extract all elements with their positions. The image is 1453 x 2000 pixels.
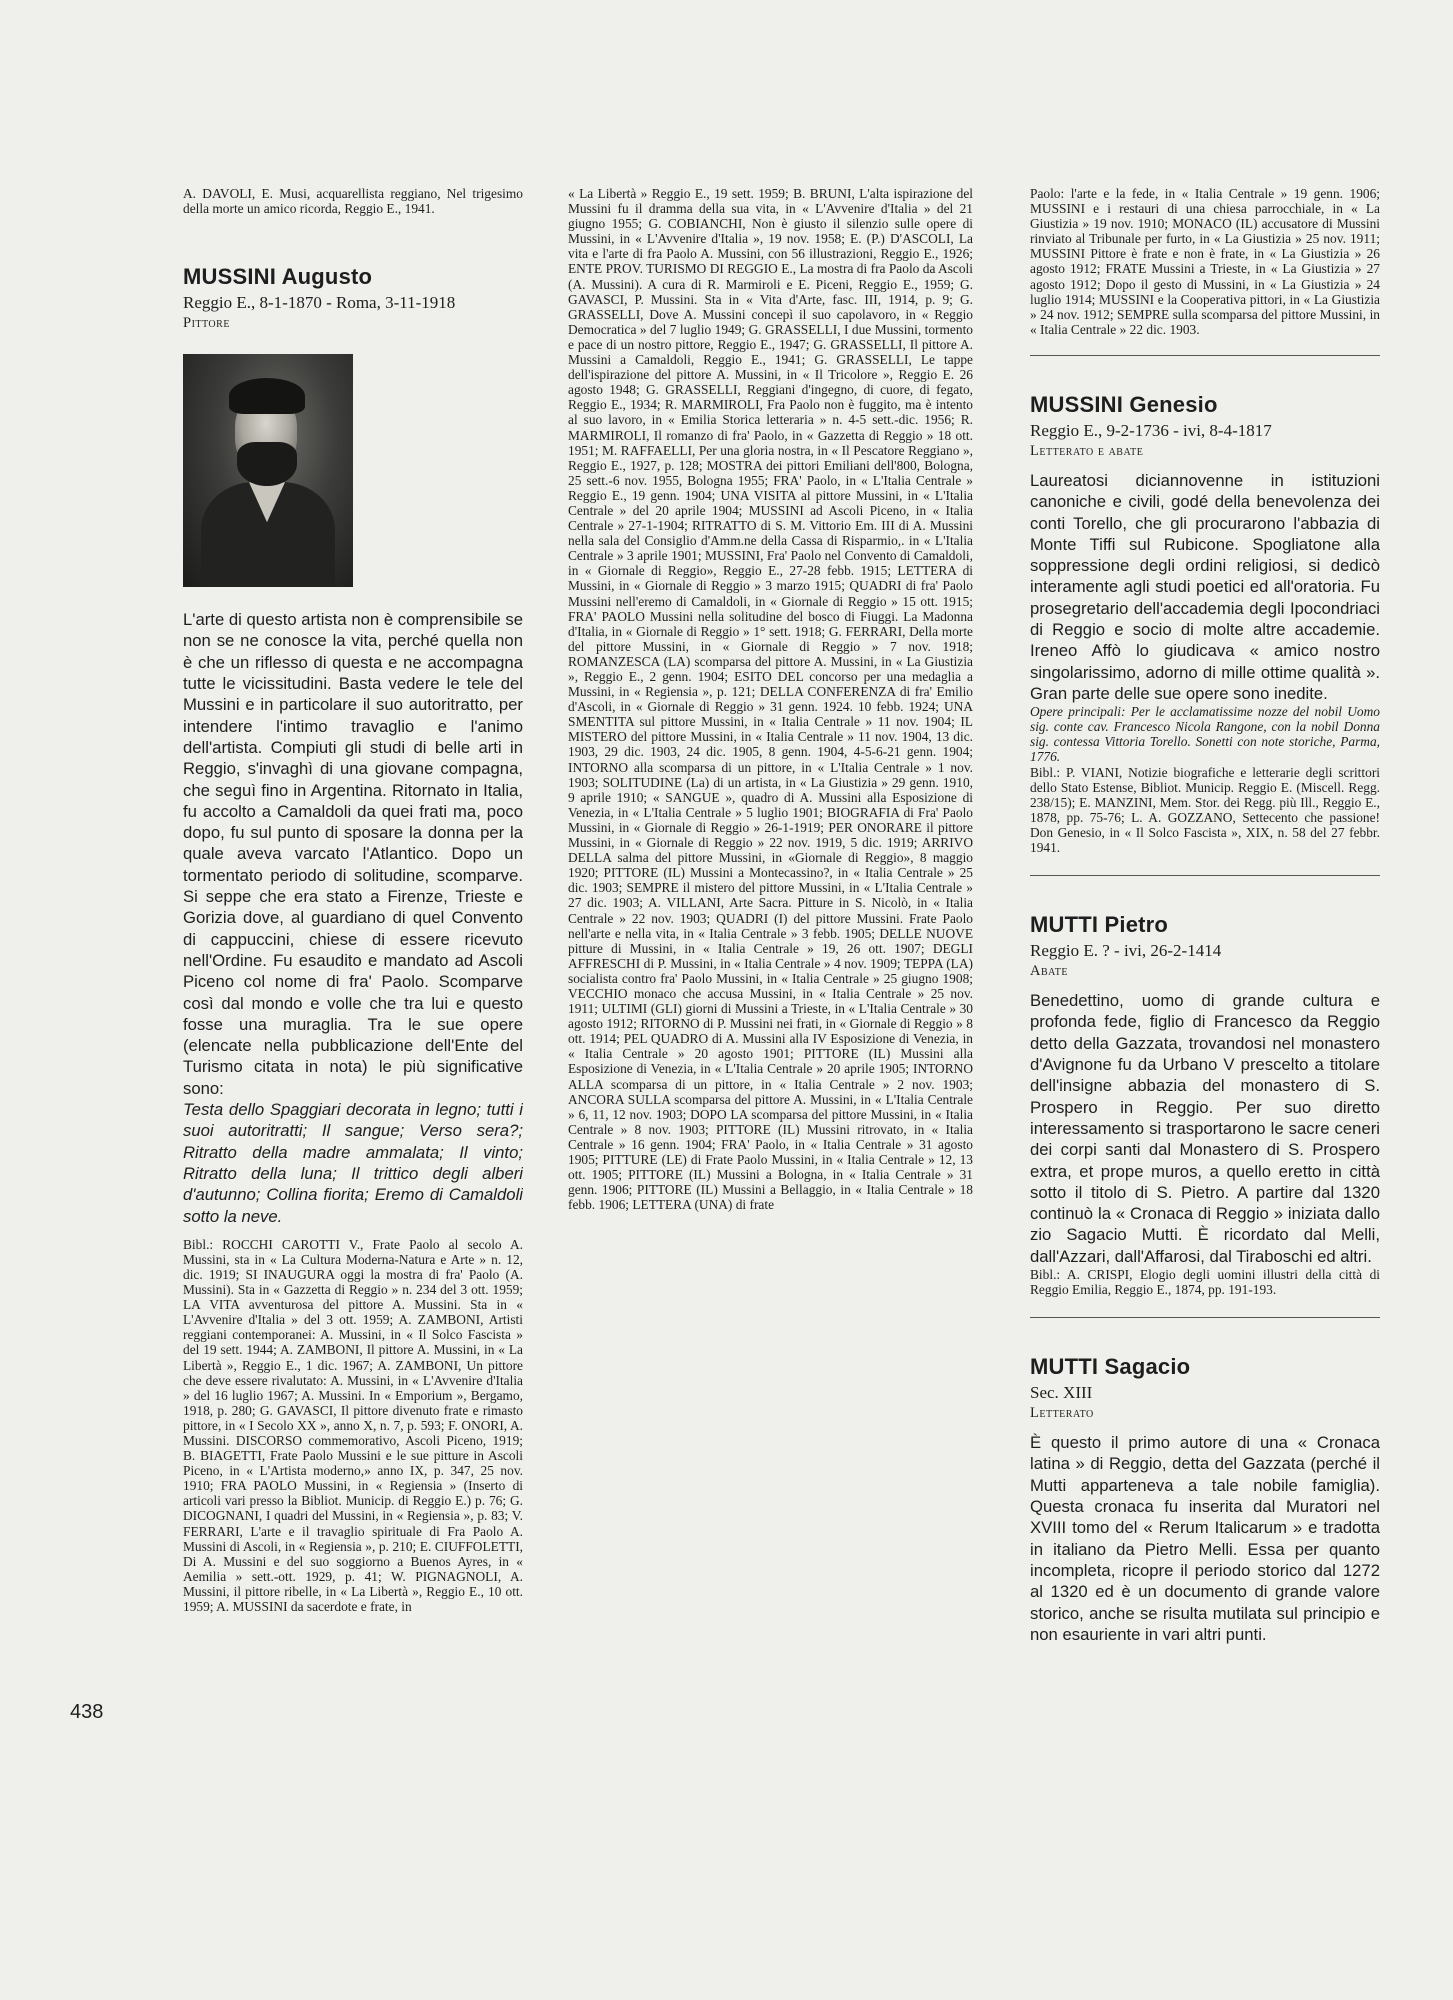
entry-name: MUTTI Pietro xyxy=(1030,912,1169,938)
entry-body: Laureatosi diciannovenne in istituzioni canoniche e civili, godé della benevolenza dei conti Torello, che gli procurarono l'abbazia di Monte Tiffi sul Rubicone. Spogliatone alla soppressione degli ordini religiosi, si dedicò interamente agli studi poetici ed all'oratoria. Fu prosegretario dell'accademia degli Ipocondriaci di Reggio e socio di molte altre accademie. Ireneo Affò lo giudicava « amico nostro singolarissimo, adorno di mille ottime qualità ». Gran parte delle sue opere sono inedite. xyxy=(1030,470,1380,703)
previous-entry-bibliography: A. DAVOLI, E. Musi, acquarellista reggiano, Nel trigesimo della morte un amico ricorda, Reggio E., 1941. xyxy=(183,186,523,217)
entry-mussini-genesio xyxy=(1030,392,1380,855)
column-right xyxy=(1030,186,1380,1746)
entry-bibliography-continued: Paolo: l'arte e la fede, in « Italia Centrale » 19 genn. 1906; MUSSINI e i restauri di una chiesa parrocchiale, in « La Giustizia » 19 nov. 1910; MONACO (IL) accusatore di Mussini rinviato al Tribunale per furto, in « La Giustizia » 25 nov. 1911; MUSSINI Pittore è frate e non è frate, in « La Giustizia » 26 agosto 1912; FRATE Mussini a Trieste, in « La Giustizia » 27 agosto 1912; Dopo il gesto di Mussini, in « La Giustizia » 24 luglio 1914; MUSSINI e la Cooperativa pittori, in « La Giustizia » 24 nov. 1912; SEMPRE sulla scomparsa del pittore Mussini, in « Italia Centrale » 22 dic. 1903. xyxy=(1030,186,1380,337)
entry-bibliography-continued: « La Libertà » Reggio E., 19 sett. 1959; B. BRUNI, L'alta ispirazione del Mussini fu il dramma della sua vita, in « L'Avvenire d'Italia » del 21 giugno 1955; G. COBIANCHI, Non è giusto il silenzio sulle opere di Mussini, in « L'Avvenire d'Italia », 19 nov. 1958; E. (P.) D'ASCOLI, La vita e l'arte di fra Paolo A. Mussini, con 56 illustrazioni, Reggio E., 1926; ENTE PROV. TURISMO DI REGGIO E., La mostra di fra Paolo da Ascoli (A. Mussini). A cura di R. Marmiroli e E. Piceni, Reggio E., 1959; G. GAVASCI, P. Mussini. Sta in « Vita d'Arte, fasc. III, 1914, p. 9; G. GRASSELLI, Dove A. Mussini concepì il suo capolavoro, in « Reggio Democratica » del 7 luglio 1949; G. GRASSELLI, I due Mussini, tormento e pace di un nostro pittore, Reggio E., 1947; G. GRASSELLI, Il pittore A. Mussini a Camaldoli, Reggio E., 1941; G. GRASSELLI, Le tappe dell'ispirazione del pittore A. Mussini, in « Il Tricolore », Reggio E. 26 agosto 1948; G. GRASSELLI, Reggiani d'ingegno, di cuore, di fegato, Reggio E., 1934; R. MARMIROLI, Fra Paolo non è fuggito, ma è intento al suo lavoro, in « Emilia Storica letteraria » n. 4-5 sett.-dic. 1956; R. MARMIROLI, Il romanzo di fra' Paolo, in « Gazzetta di Reggio » 18 ott. 1951; M. RAFFAELLI, Per una gloria nostra, in « Il Pescatore Reggiano », Reggio E., 1927, p. 128; MOSTRA dei pittori Emiliani dell'800, Bologna, 25 sett.-6 nov. 1955, Bologna 1955; FRA' Paolo, in « L'Italia Centrale » Reggio E., 19 genn. 1904; UNA VISITA al pittore Mussini, in « L'Italia Centrale » del 20 aprile 1904; MUSSINI ad Ascoli Piceno, in « Italia Centrale » 27-1-1904; RITRATTO di S. M. Vittorio Em. III di A. Mussini nella sala del Consiglio d'Amm.ne della Cassa di Risparmio,. in « L'Italia Centrale » 3 aprile 1901; MUSSINI, Fra' Paolo nel Convento di Camaldoli, in « Giornale di Reggio», Reggio E., 27-28 febb. 1915; LETTERA di Mussini, in « Giornale di Reggio » 3 marzo 1915; QUADRI di fra' Paolo Mussini nell'eremo di Camaldoli, in « Giornale di Reggio » 15 ott. 1915; FRA' PAOLO Mussini nella solitudine del bosco di Fiuggi. La Madonna d'Italia, in « Giornale di Reggio » 1° sett. 1918; G. FERRARI, Della morte del pittore Mussini, in « Giornale di Reggio » 7 nov. 1918; ROMANZESCA (LA) scomparsa del pittore A. Mussini, in « La Giustizia », Reggio E., 2 genn. 1904; ESITO DEL concorso per una medaglia a Mussini, in « Regiensia », p. 121; DELLA CONFERENZA di fra' Emilio d'Ascoli, in « Giornale di Reggio » 31 genn. 1924. 10 febb. 1924; UNA SMENTITA sul pittore Mussini, in « Italia Centrale » 11 nov. 1904; IL MISTERO del pittore Mussini, in « Italia Centrale » 11 nov. 1904, 13 dic. 1903, 29 dic. 1903, 24 dic. 1905, 8 genn. 1904, 4-5-6-21 genn. 1904; INTORNO alla scomparsa di un pittore, in « L'Italia Centrale » 1 nov. 1903; SOLITUDINE (La) di un artista, in « La Giustizia » 29 genn. 1910, 9 aprile 1910; « SANGUE », quadro di A. Mussini alla Esposizione di Venezia, in « L'Italia Centrale » 5 luglio 1901; BIOGRAFIA di Fra' Paolo Mussini, in « Giornale di Reggio » 26-1-1919; PER ONORARE il pittore Mussini, in « Giornale di Reggio » 22 nov. 1919, 5 dic. 1919; ARRIVO DELLA salma del pittore Mussini, in «Giornale di Reggio», 8 maggio 1920; PITTORE (IL) Mussini a Montecassino?, in « Italia Centrale » 25 dic. 1903; SEMPRE il mistero del pittore Mussini, in « L'Italia Centrale » 27 dic. 1903; A. VILLANI, Arte Sacra. Pitture in S. Nicolò, in « Italia Centrale » 22 nov. 1903; QUADRI (I) del pittore Mussini. Frate Paolo nell'arte e nella vita, in « Italia Centrale » 3 febb. 1905; DELLE NUOVE pitture di Mussini, in « Italia Centrale » 19, 26 ott. 1907; DEGLI AFFRESCHI di P. Mussini, in « Italia Centrale » 4 nov. 1909; TEPPA (LA) socialista contro fra' Paolo Mussini, in « Italia Centrale » 25 giugno 1908; VECCHIO monaco che accusa Mussini, in « Italia Centrale » 25 nov. 1911; ULTIMI (GLI) giorni di Mussini a Trieste, in « L'Italia Centrale » 30 agosto 1912; RITORNO di P. Mussini nei frati, in « Giornale di Reggio » 8 ott. 1914; PEL QUADRO di A. Mussini alla IV Esposizione di Venezia, in « Italia Centrale » 20 agosto 1901; PITTORE (IL) Mussini alla Esposizione di Venezia, in « L'Italia Centrale » 20 aprile 1905; INTORNO ALLA scomparsa di un pittore, in « Italia Centrale » 2 nov. 1903; ANCORA SULLA scomparsa del pittore A. Mussini, in « L'Italia Centrale » 6, 11, 12 nov. 1903; DOPO LA scomparsa del pittore Mussini, in « Italia Centrale » 8 nov. 1903; PITTORE (IL) Mussini ritrovato, in « Italia Centrale » 16 genn. 1904; FRA' Paolo, in « Italia Centrale » 31 agosto 1905; PITTURE (LE) di Frate Paolo Mussini, in « Italia Centrale » 12, 13 ott. 1905; PITTORE (IL) Mussini a Bologna, in « Italia Centrale » 31 genn. 1906; PITTORE (IL) Mussini a Bellaggio, in « Italia Centrale » 18 febb. 1906; LETTERA (UNA) di frate xyxy=(568,186,973,1213)
entry-body: È questo il primo autore di una « Cronaca latina » di Reggio, detta del Gazzata (perché il Mutti apparteneva a tale nobile famiglia). Questa cronaca fu inserita dal Muratori nel XVIII tomo del « Rerum Italicarum » e tradotta in italiano da Pietro Melli. Essa per quanto incompleta, ricopre il periodo storico dal 1272 al 1320 ed è un documento di grande valore storico, anche se risulta mutilata sul principio e non esauriente in vari altri punti. xyxy=(1030,1433,1380,1644)
entry-dates: Reggio E., 9-2-1736 - ivi, 8-4-1817 xyxy=(1030,420,1272,440)
entry-bibliography: Bibl.: ROCCHI CAROTTI V., Frate Paolo al secolo A. Mussini, sta in « La Cultura Moderna-Natura e Arte » n. 12, dic. 1919; SI INAUGURA oggi la mostra di fra' Paolo (A. Mussini). Sta in « Gazzetta di Reggio » n. 234 del 3 ott. 1959; LA VITA avventurosa del pittore A. Mussini. Sta in « L'Avvenire d'Italia » del 3 ott. 1959; A. ZAMBONI, Artisti reggiani contemporanei: A. Mussini, in « Il Solco Fascista » del 19 sett. 1944; A. ZAMBONI, Il pittore A. Mussini, in « La Libertà », Reggio E., 1 dic. 1967; A. ZAMBONI, Un pittore che deve essere rivalutato: A. Mussini, in « L'Avvenire d'Italia » del 16 luglio 1967; A. Mussini. In « Emporium », Bergamo, 1918, p. 280; G. GAVASCI, Il pittore divenuto frate e rimasto pittore, in « I Secolo XX », anno X, n. 7, p. 593; F. ONORI, A. Mussini. DISCORSO commemorativo, Ascoli Piceno, 1919; B. BIAGETTI, Frate Paolo Mussini e le sue pitture in Ascoli Piceno, in « L'Artista moderno,» anno IX, p. 347, 25 nov. 1910; FRA PAOLO Mussini, in « Regiensia » (Inserto di articoli vari presso la Bibliot. Municip. di Reggio E.) p. 76; G. DICOGNANI, I quadri del Mussini, in « Regiensia », p. 83; V. FERRARI, L'arte e il travaglio spirituale di Fra Paolo A. Mussini di Ascoli, in « Regiensia », p. 210; E. CIUFFOLETTI, Di A. Mussini e del suo soggiorno a Buenos Ayres, in « Aemilia » sett.-ott. 1929, p. 41; W. PIGNAGNOLI, A. Mussini, il pittore ribelle, in « La Libertà », Reggio E., 10 ott. 1959; A. MUSSINI da sacerdote e frate, in xyxy=(183,1236,523,1615)
page-number: 438 xyxy=(70,1701,104,1723)
entry-dates: Reggio E., 8-1-1870 - Roma, 3-11-1918 xyxy=(183,293,456,313)
entry-role: Letterato xyxy=(1030,1405,1094,1422)
entry-name: MUSSINI Augusto xyxy=(183,264,373,290)
entry-bibliography: Bibl.: P. VIANI, Notizie biografiche e letterarie degli scrittori dello Stato Estense, Bibliot. Municip. Reggio E. (Miscell. Regg. 238/15); E. MANZINI, Mem. Stor. dei Regg. più Ill., Reggio E., 1878, pp. 75-76; L. A. GOZZANO, Settecento che passione! Don Genesio, in « Il Solco Fascista », XIX, n. 58 del 27 febbr. 1941. xyxy=(1030,764,1380,856)
entry-body: Benedettino, uomo di grande cultura e profonda fede, figlio di Francesco da Reggio detto della Gazzata, trovandosi nel monastero d'Avignone fu da Urbano V prescelto a titolare dell'insigne abbazia del monastero di S. Prospero in Reggio. Per suo diretto interessamento si trasportarono le sacre ceneri dei corpi santi dal Monastero di S. Prospero extra, et prope muros, a quello eretto in città sotto il titolo di S. Pietro. A partire dal 1320 continuò la « Cronaca di Reggio » iniziata dallo zio Sagacio Mutti. È ricordato dal Melli, dall'Azzari, dall'Affarosi, dal Tiraboschi ed altri. xyxy=(1030,991,1380,1266)
entry-role: Pittore xyxy=(183,315,230,332)
entry-dates: Reggio E. ? - ivi, 26-2-1414 xyxy=(1030,941,1222,961)
column-left xyxy=(183,186,523,1746)
entry-role: Abate xyxy=(1030,963,1068,980)
entry-name: MUTTI Sagacio xyxy=(1030,1354,1191,1380)
entry-mutti-pietro xyxy=(1030,912,1380,1297)
entry-dates: Sec. XIII xyxy=(1030,1383,1093,1403)
portrait-photo xyxy=(183,354,353,587)
entry-mussini-augusto xyxy=(183,264,523,1614)
entry-name: MUSSINI Genesio xyxy=(1030,391,1218,417)
entry-body: L'arte di questo artista non è comprensibile se non se ne conosce la vita, perché quella non è che un riflesso di questa e ne accompagna tutte le vicissitudini. Basta vedere le tele del Mussini e in particolare il suo autoritratto, per intendere l'intimo travaglio e l'animo dell'artista. Compiuti gli studi di belle arti in Reggio, s'invaghì di una giovane compagna, che seguì fino in Argentina. Ritornato in Italia, fu accolto a Camaldoli da quei frati ma, poco dopo, fu sul punto di sposare la donna per la quale aveva varcato l'Atlantico. Dopo un tormentato periodo di solitudine, scomparve. Si seppe che era stato a Firenze, Trieste e Gorizia dove, al guardiano di quel Convento di cappuccini, chiese di essere ricevuto nell'Ordine. Fu esaudito e mandato ad Ascoli Piceno col nome di fra' Paolo. Scomparve così dal mondo e volle che tra lui e questo fosse una muraglia. Tra le sue opere (elencate nella pubblicazione dell'Ente del Turismo citata in nota) le più significative sono: xyxy=(183,610,523,1098)
entry-mutti-sagacio xyxy=(1030,1354,1380,1645)
entry-works: Testa dello Spaggiari decorata in legno; tutti i suoi autoritratti; Il sangue; Verso sera?; Ritratto della madre ammalata; Il vinto; Ritratto della luna; Il trittico degli alberi d'autunno; Collina fiorita; Eremo di Camaldoli sotto la neve. xyxy=(183,1100,523,1226)
entry-works: Opere principali: Per le acclamatissime nozze del nobil Uomo sig. conte cav. Francesco Nicola Rangone, con la nobil Donna sig. contessa Vittoria Torello. Sonetti con note storiche, Parma, 1776. xyxy=(1030,704,1380,765)
column-middle xyxy=(568,186,973,1746)
entry-role: Letterato e abate xyxy=(1030,442,1144,459)
entry-bibliography: Bibl.: A. CRISPI, Elogio degli uomini illustri della città di Reggio Emilia, Reggio E., 1874, pp. 191-193. xyxy=(1030,1267,1380,1298)
